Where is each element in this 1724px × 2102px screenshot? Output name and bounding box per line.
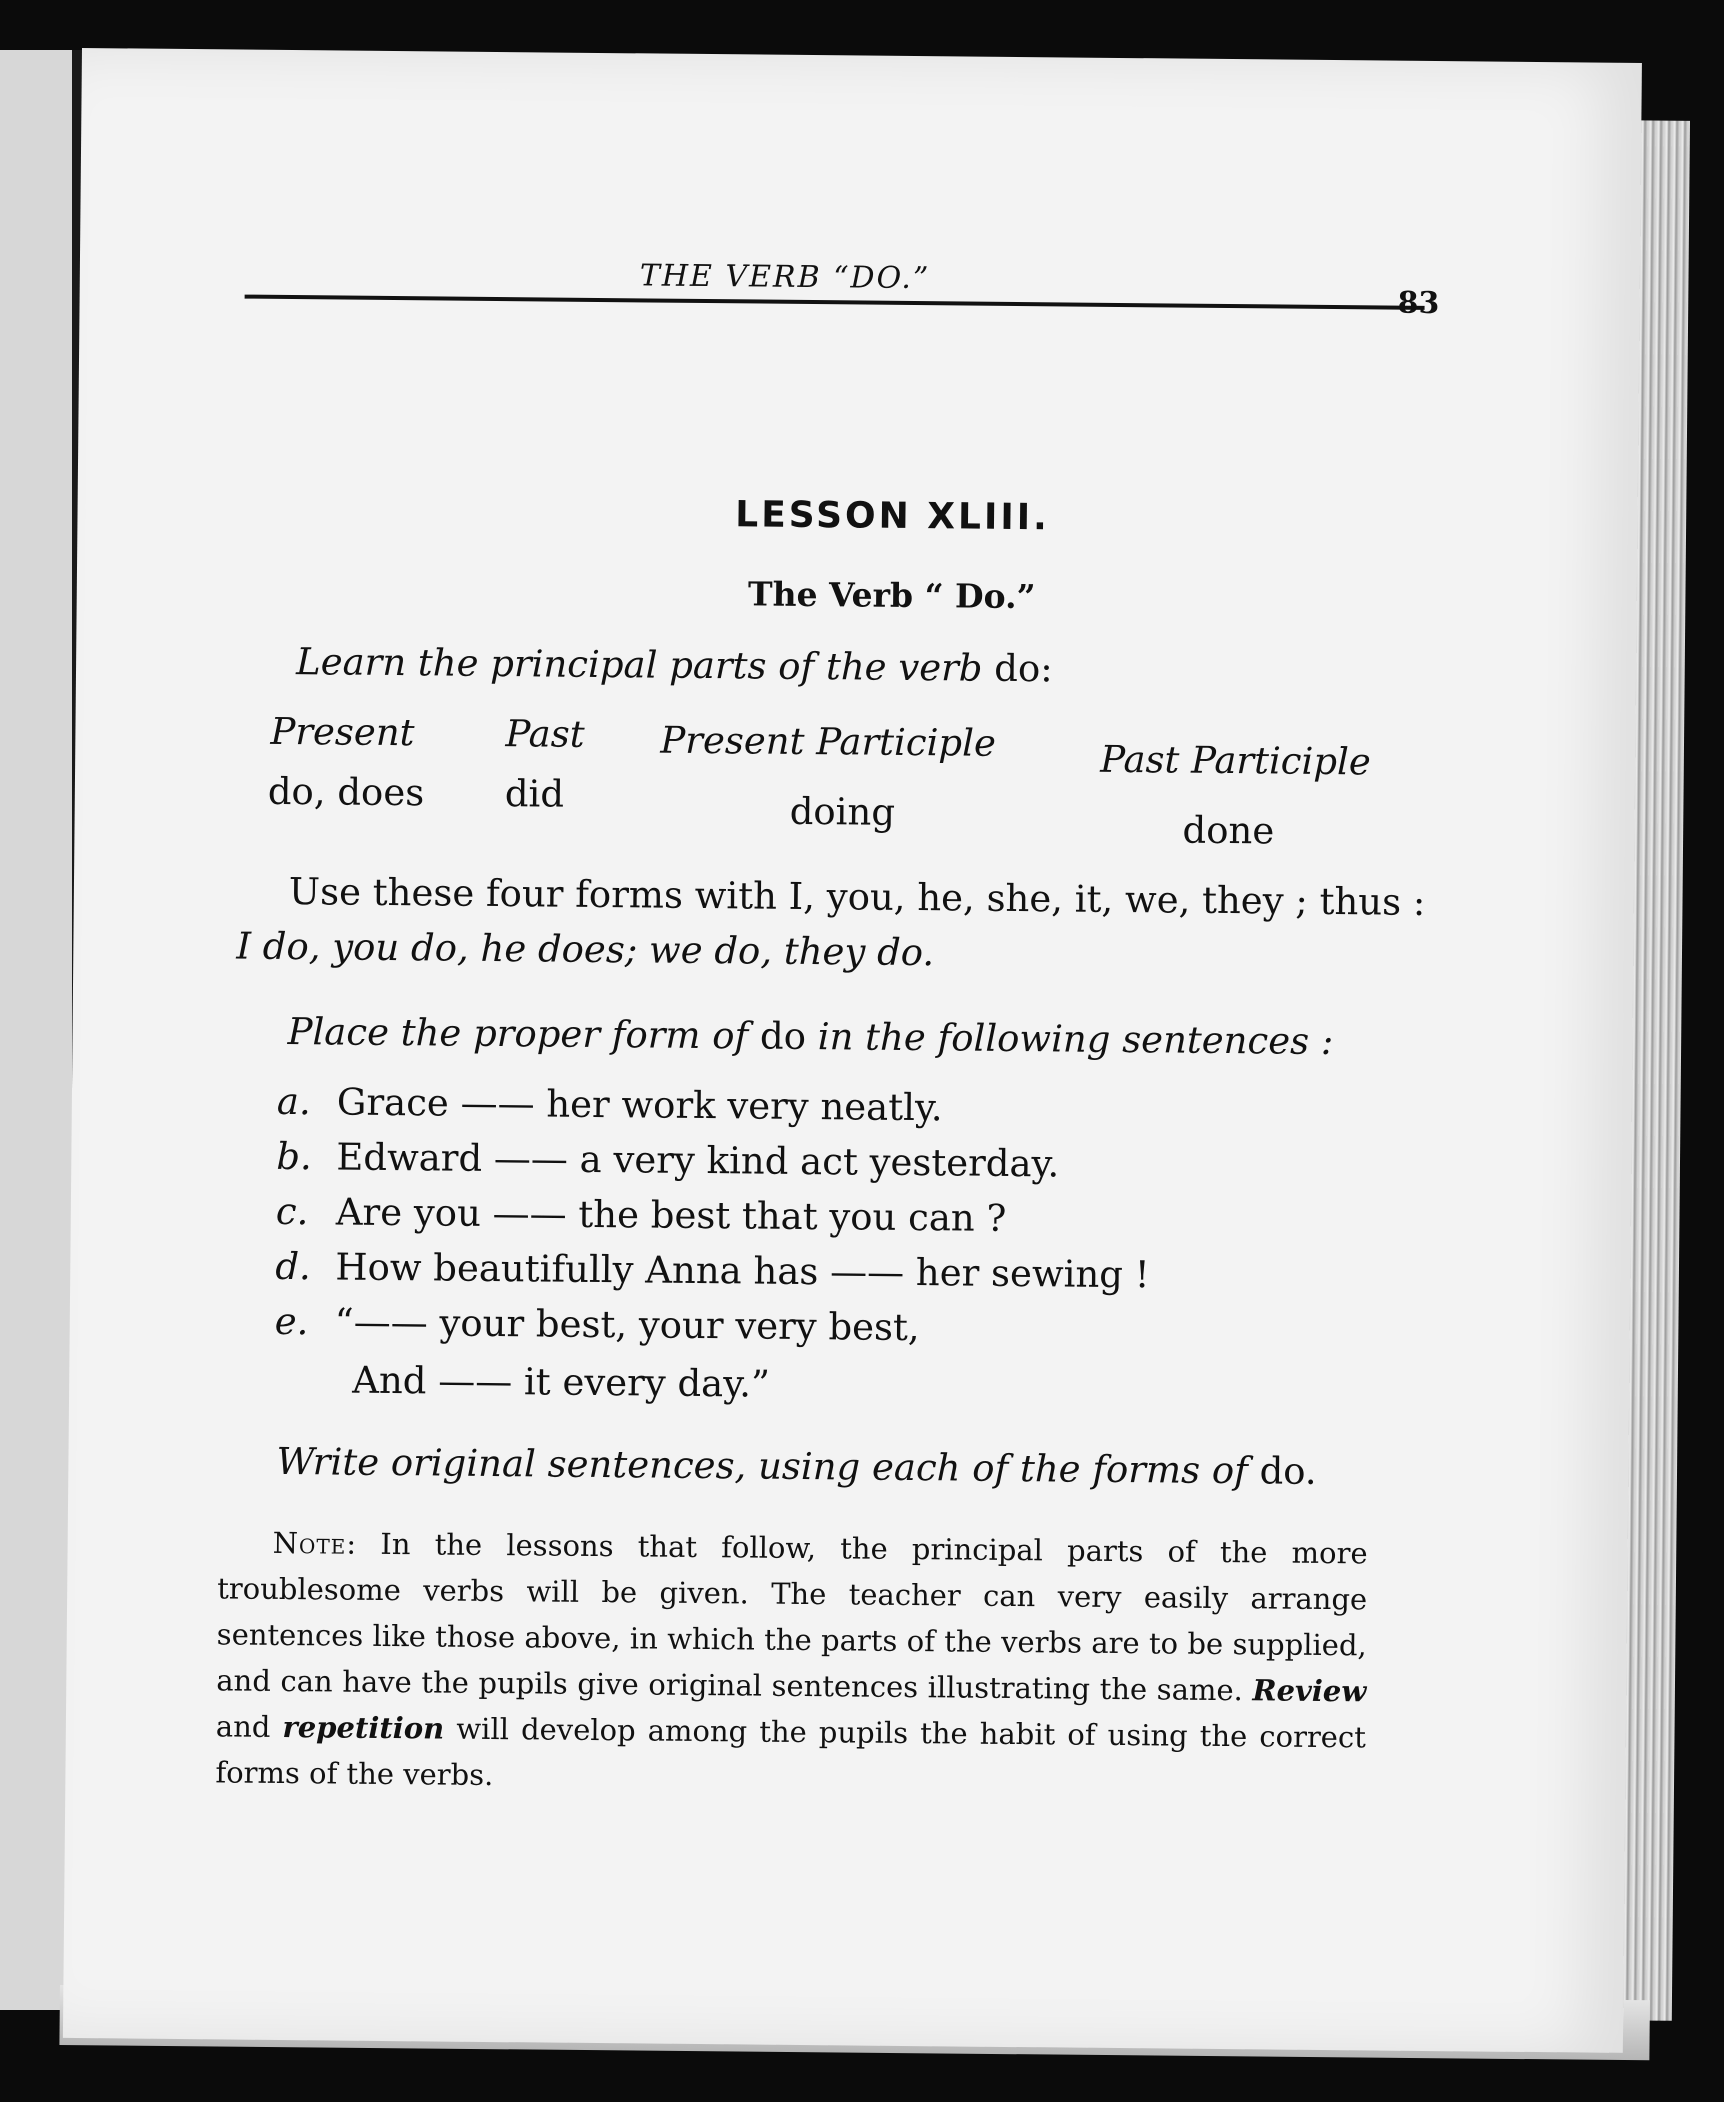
item-letter: c.: [275, 1189, 309, 1234]
header-present: Present: [270, 709, 415, 755]
write-instruction-text: Write original sentences, using each of the forms of: [276, 1439, 1249, 1493]
item-letter: b.: [276, 1134, 313, 1179]
value-past-participle: done: [1182, 808, 1275, 853]
running-head: THE VERB “DO.”: [639, 258, 931, 297]
book-page: [63, 48, 1642, 2053]
note-emphasis-review: Review: [1252, 1673, 1367, 1709]
item-sentence: Grace —— her work very neatly.: [336, 1080, 943, 1130]
item-letter: a.: [276, 1079, 311, 1124]
exercise-instruction-verb: do: [759, 1014, 807, 1058]
exercise-instruction: [287, 1010, 1333, 1063]
learn-instruction-text: Learn the principal parts of the verb: [295, 640, 983, 690]
page-number: 83: [1397, 285, 1440, 322]
learn-instruction: [296, 640, 1053, 690]
lesson-title: LESSON XLIII.: [735, 494, 1051, 539]
page-content: [63, 48, 1642, 2053]
value-past: did: [504, 772, 565, 816]
write-instruction: [276, 1440, 1317, 1493]
item-letter: d.: [275, 1244, 311, 1289]
value-present-participle: doing: [789, 789, 896, 834]
exercise-instruction-post: in the following sentences :: [817, 1015, 1334, 1064]
item-sentence: Are you —— the best that you can ?: [335, 1190, 1007, 1240]
teacher-note: [215, 1519, 1368, 1806]
value-present: do, does: [267, 769, 425, 815]
header-past: Past: [505, 712, 585, 756]
item-letter: e.: [274, 1299, 309, 1344]
exercise-item-e-continuation: And —— it every day.”: [352, 1358, 771, 1406]
item-sentence: Edward —— a very kind act yesterday.: [336, 1135, 1060, 1186]
item-sentence: “—— your best, your very best,: [334, 1300, 920, 1350]
write-verb: do.: [1259, 1449, 1317, 1493]
note-and: and: [215, 1709, 271, 1744]
note-label: Note: [272, 1525, 347, 1561]
note-text-2: will develop among the pupils the habit of using the correct forms of the verbs.: [215, 1711, 1367, 1793]
usage-line-1: Use these four forms with I, you, he, she, it, we, they ; thus :: [288, 870, 1426, 924]
learn-verb: do:: [994, 646, 1053, 691]
note-text-1: : In the lessons that follow, the principal parts of the more troublesome verbs will be given. The teacher can very easily arrange sentences like those above, in which the parts of the verbs are to be supplied, and can have the pupils give original sentences illustrating the same.: [216, 1526, 1368, 1708]
exercise-instruction-pre: Place the proper form of: [287, 1010, 749, 1058]
usage-line-2: I do, you do, he does; we do, they do.: [236, 924, 935, 975]
header-present-participle: Present Participle: [660, 718, 997, 765]
header-rule: [245, 295, 1425, 310]
lesson-subtitle: The Verb “ Do.”: [747, 574, 1036, 617]
header-past-participle: Past Participle: [1100, 737, 1371, 784]
note-emphasis-repetition: repetition: [282, 1710, 445, 1746]
item-sentence: How beautifully Anna has —— her sewing !: [335, 1245, 1150, 1297]
